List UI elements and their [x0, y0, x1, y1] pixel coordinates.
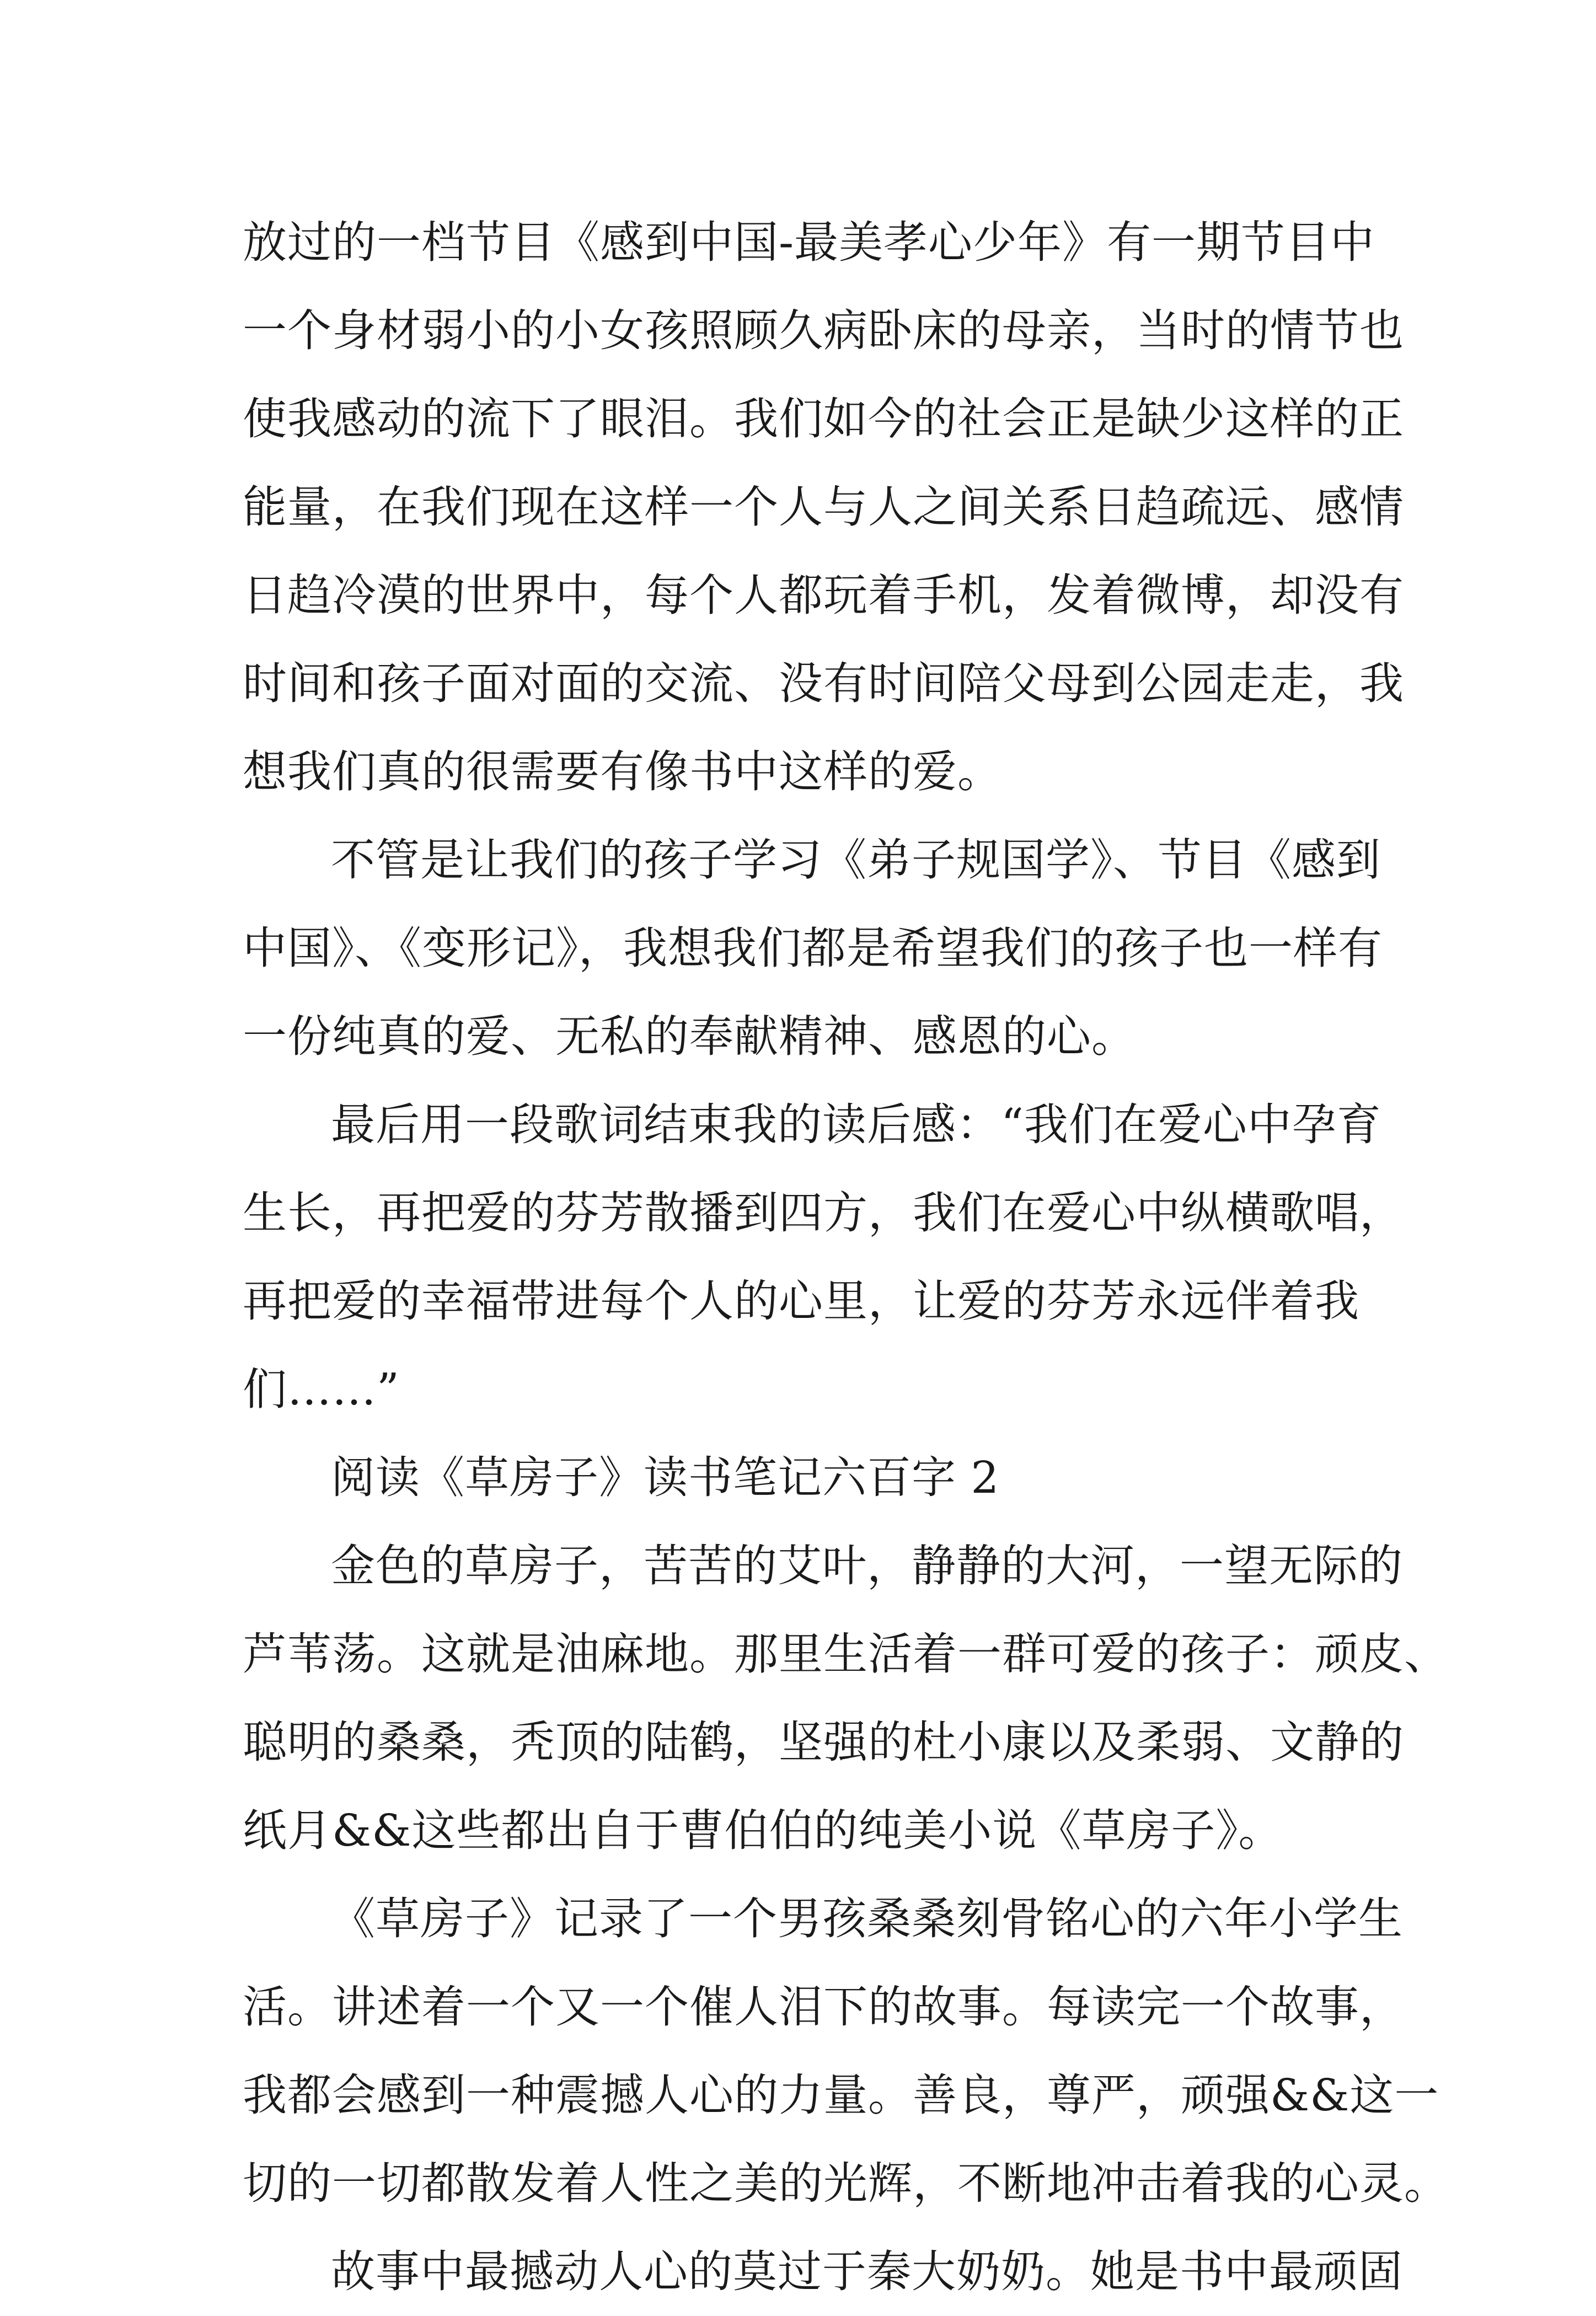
- section-heading: 阅读《草房子》读书笔记六百字 2: [331, 1452, 1000, 1503]
- text-line: 中国》、《变形记》，我想我们都是希望我们的孩子也一样有: [243, 923, 1383, 974]
- text-line: 一个身材弱小的小女孩照顾久病卧床的母亲，当时的情节也: [243, 305, 1404, 356]
- text-line: 一份纯真的爱、无私的奉献精神、感恩的心。: [243, 1011, 1136, 1062]
- text-line: 时间和孩子面对面的交流、没有时间陪父母到公园走走，我: [243, 658, 1404, 709]
- text-line: 生长，再把爱的芬芳散播到四方，我们在爱心中纵横歌唱，: [243, 1187, 1404, 1239]
- text-line: 活。讲述着一个又一个催人泪下的故事。每读完一个故事，: [243, 1981, 1404, 2033]
- paragraph-start-line: 金色的草房子，苦苦的艾叶，静静的大河，一望无际的: [331, 1540, 1403, 1591]
- text-line: 我都会感到一种震撼人心的力量。善良，尊严，顽强&&这一: [243, 2070, 1439, 2121]
- text-line: 们……”: [243, 1364, 400, 1415]
- body-text: [243, 199, 1449, 2316]
- text-line: 放过的一档节目《感到中国-最美孝心少年》有一期节目中: [243, 217, 1375, 268]
- text-line: 纸月&&这些都出自于曹伯伯的纯美小说《草房子》。: [243, 1805, 1283, 1856]
- text-line: 聪明的桑桑，秃顶的陆鹤，坚强的杜小康以及柔弱、文静的: [243, 1717, 1404, 1768]
- paragraph-start-line: 最后用一段歌词结束我的读后感：“我们在爱心中孕育: [331, 1099, 1381, 1150]
- text-line: 想我们真的很需要有像书中这样的爱。: [243, 746, 1002, 797]
- text-line: 切的一切都散发着人性之美的光辉，不断地冲击着我的心灵。: [243, 2158, 1449, 2209]
- paragraph-start-line: 不管是让我们的孩子学习《弟子规国学》、节目《感到: [331, 834, 1381, 886]
- text-line: 芦苇荡。这就是油麻地。那里生活着一群可爱的孩子：顽皮、: [243, 1628, 1449, 1680]
- text-line: 能量，在我们现在这样一个人与人之间关系日趋疏远、感情: [243, 481, 1404, 533]
- text-line: 使我感动的流下了眼泪。我们如今的社会正是缺少这样的正: [243, 393, 1404, 444]
- text-line: 再把爱的幸福带进每个人的心里，让爱的芬芳永远伴着我: [243, 1275, 1359, 1327]
- paragraph-start-line: 故事中最撼动人心的莫过于秦大奶奶。她是书中最顽固: [331, 2246, 1403, 2297]
- paragraph-start-line: 《草房子》记录了一个男孩桑桑刻骨铭心的六年小学生: [331, 1893, 1403, 1944]
- text-line: 日趋冷漠的世界中，每个人都玩着手机，发着微博，却没有: [243, 570, 1404, 621]
